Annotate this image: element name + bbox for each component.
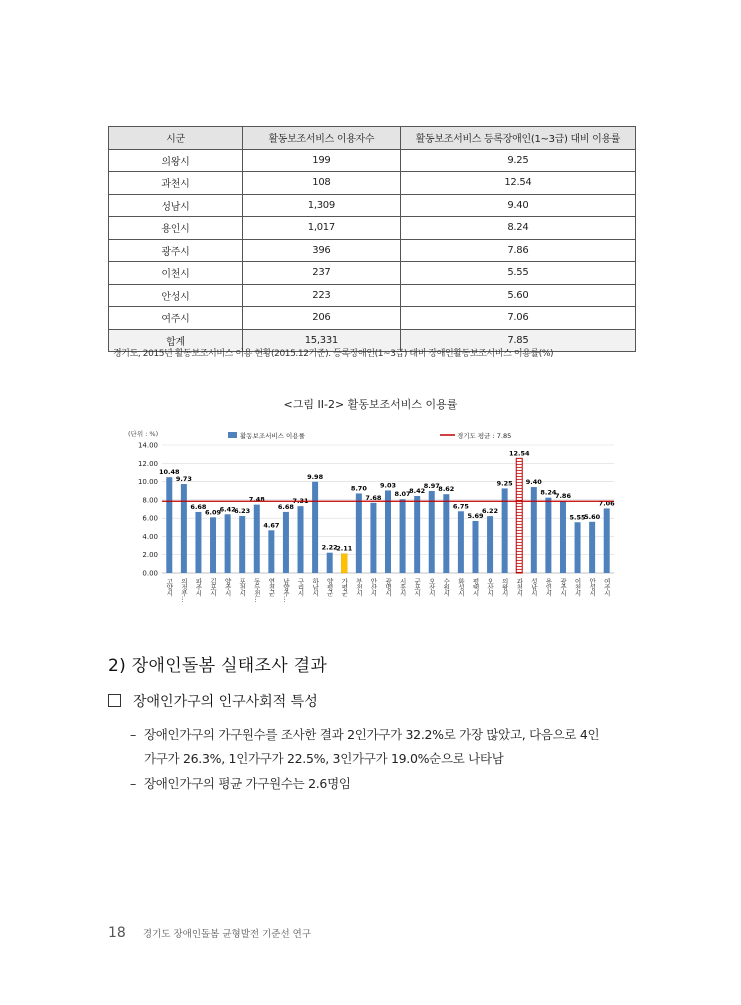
bar xyxy=(545,498,551,573)
data-label: 7.31 xyxy=(292,497,309,506)
cell-users: 1,309 xyxy=(242,194,400,217)
cell-region: 광주시 xyxy=(109,239,243,262)
x-tick-label: 이천시 xyxy=(573,578,582,596)
data-label: 5.55 xyxy=(569,513,586,522)
data-label: 8.24 xyxy=(540,488,557,497)
bar xyxy=(166,477,172,573)
x-tick-label: 의정부… xyxy=(179,578,188,602)
section-heading: 2) 장애인돌봄 실태조사 결과 xyxy=(108,656,328,676)
bar xyxy=(429,491,435,573)
bar xyxy=(385,490,391,573)
cell-region: 성남시 xyxy=(109,194,243,217)
footer-title: 경기도 장애인돌봄 균형발전 기준선 연구 xyxy=(142,929,312,940)
legend-swatch-bar xyxy=(228,432,237,438)
bullet-item xyxy=(130,774,351,792)
x-tick-label: 오산시 xyxy=(427,578,436,596)
dash-bullet-icon: – xyxy=(130,776,136,791)
data-label: 6.22 xyxy=(482,507,499,516)
y-tick-label: 10.00 xyxy=(137,478,158,487)
x-tick-label: 양주시 xyxy=(223,578,232,596)
data-label: 12.54 xyxy=(508,449,530,458)
table-row xyxy=(109,194,636,217)
y-tick-label: 0.00 xyxy=(142,569,158,578)
data-label: 6.75 xyxy=(452,502,469,511)
x-tick-label: 시흥시 xyxy=(398,578,407,596)
cell-rate: 7.06 xyxy=(400,307,635,330)
bar xyxy=(356,493,362,573)
x-tick-label: 연천군 xyxy=(267,578,276,596)
data-label: 9.40 xyxy=(525,478,542,487)
table-row xyxy=(109,149,636,172)
cell-users: 199 xyxy=(242,149,400,172)
x-tick-label: 광명시 xyxy=(384,578,392,596)
legend-label-average: 경기도 평균 : 7.85 xyxy=(457,432,512,440)
cell-users: 15,331 xyxy=(242,329,400,352)
bar xyxy=(604,508,610,573)
cell-rate: 5.60 xyxy=(400,284,635,307)
data-label: 8.42 xyxy=(409,487,426,496)
bar xyxy=(268,530,274,573)
data-label: 7.06 xyxy=(598,499,615,508)
data-label: 6.68 xyxy=(277,502,294,511)
x-tick-label: 오산시 xyxy=(486,578,495,596)
x-tick-label: 수원시 xyxy=(442,578,451,596)
cell-users: 206 xyxy=(242,307,400,330)
cell-rate: 8.24 xyxy=(400,217,635,240)
data-label: 9.25 xyxy=(496,479,513,488)
x-tick-label: 부천시 xyxy=(354,578,363,596)
cell-region: 용인시 xyxy=(109,217,243,240)
subsection-heading xyxy=(108,691,318,711)
cell-users: 396 xyxy=(242,239,400,262)
x-tick-label: 하남시 xyxy=(311,578,320,596)
figure-title: <그림 II-2> 활동보조서비스 이용률 xyxy=(283,398,458,411)
legend-label-series: 활동보조서비스 이용률 xyxy=(240,432,305,440)
y-tick-label: 14.00 xyxy=(137,441,158,450)
header-users: 활동보조서비스 이용자수 xyxy=(242,127,400,150)
cell-rate: 7.85 xyxy=(400,329,635,352)
bar xyxy=(195,512,201,573)
bar xyxy=(327,553,333,573)
bar xyxy=(225,514,231,573)
data-label: 4.67 xyxy=(263,521,280,530)
x-tick-label: 파주시 xyxy=(194,578,203,596)
cell-rate: 12.54 xyxy=(400,172,635,195)
data-label: 7.86 xyxy=(554,492,571,501)
cell-users: 237 xyxy=(242,262,400,285)
x-tick-label: 광주시 xyxy=(558,578,567,596)
cell-region: 여주시 xyxy=(109,307,243,330)
cell-region: 합계 xyxy=(109,329,243,352)
bar xyxy=(239,516,245,573)
unit-label: (단위 : %) xyxy=(128,430,159,438)
data-label: 9.03 xyxy=(379,481,397,490)
bar xyxy=(370,503,376,573)
subsection-heading-text: 장애인가구의 인구사회적 특성 xyxy=(133,694,318,710)
header-rate: 활동보조서비스 등록장애인(1~3급) 대비 이용률 xyxy=(400,127,635,150)
bar xyxy=(575,522,581,573)
cell-region: 의왕시 xyxy=(109,149,243,172)
y-tick-label: 8.00 xyxy=(142,496,158,505)
data-label: 6.23 xyxy=(234,507,251,516)
dash-bullet-icon: – xyxy=(130,727,136,742)
bar xyxy=(254,505,260,573)
bullet-item xyxy=(130,725,599,743)
x-tick-label: 동두천… xyxy=(252,578,261,602)
page-number: 18 xyxy=(108,925,126,941)
x-tick-label: 남양주… xyxy=(281,578,290,602)
cell-rate: 5.55 xyxy=(400,262,635,285)
y-tick-label: 12.00 xyxy=(137,459,158,468)
bar xyxy=(531,487,537,573)
x-tick-label: 안성시 xyxy=(588,578,597,596)
data-label: 9.73 xyxy=(175,475,192,484)
checkbox-square-icon xyxy=(108,694,121,707)
data-label: 5.69 xyxy=(467,511,484,520)
usage-rate-chart xyxy=(110,428,620,614)
bullet-text: 장애인가구의 평균 가구원수는 2.6명임 xyxy=(144,776,351,791)
data-label: 2.11 xyxy=(336,544,353,553)
bar xyxy=(283,512,289,573)
data-label: 9.98 xyxy=(307,472,324,481)
bar xyxy=(443,494,449,573)
x-tick-label: 고양시 xyxy=(165,578,174,596)
table-row xyxy=(109,262,636,285)
bullet-text: 장애인가구의 가구원수를 조사한 결과 2인가구가 32.2%로 가장 많았고, 다음으로 4인 xyxy=(144,727,600,742)
bar xyxy=(487,516,493,573)
bar xyxy=(589,522,595,573)
table-row xyxy=(109,284,636,307)
bar xyxy=(210,517,216,573)
cell-users: 1,017 xyxy=(242,217,400,240)
cell-region: 이천시 xyxy=(109,262,243,285)
data-label: 6.68 xyxy=(190,502,207,511)
data-label: 5.60 xyxy=(584,512,601,521)
x-tick-label: 과천시 xyxy=(515,578,524,596)
x-tick-label: 여주시 xyxy=(602,578,611,596)
data-label: 7.48 xyxy=(248,495,265,504)
page-footer xyxy=(108,922,311,941)
x-tick-label: 용인시 xyxy=(544,578,553,596)
bar xyxy=(472,521,478,573)
x-tick-label: 화성시 xyxy=(456,578,465,596)
bar xyxy=(560,501,566,573)
data-label: 6.42 xyxy=(219,505,236,514)
bullet-continuation: 가구가 26.3%, 1인가구가 22.5%, 3인가구가 19.0%순으로 나타남 xyxy=(144,751,504,766)
y-tick-label: 2.00 xyxy=(142,551,158,560)
x-tick-label: 평택시 xyxy=(471,578,480,596)
cell-rate: 9.40 xyxy=(400,194,635,217)
x-tick-label: 가평군 xyxy=(340,578,349,596)
bar xyxy=(400,499,406,573)
data-label: 7.68 xyxy=(365,493,382,502)
y-tick-label: 6.00 xyxy=(142,514,158,523)
bar xyxy=(414,496,420,573)
table-source-note: 경기도, 2015년 활동보조서비스 이용 현황(2015.12기준). 등록장애인(1~3급) 대비 장애인활동보조서비스 이용률(%) xyxy=(113,349,554,359)
x-tick-label: 안산시 xyxy=(369,578,378,596)
y-tick-label: 4.00 xyxy=(142,532,158,541)
bar xyxy=(341,554,347,573)
x-tick-label: 군포시 xyxy=(413,578,422,596)
data-label: 8.07 xyxy=(394,490,411,499)
bar xyxy=(181,484,187,573)
data-label: 6.09 xyxy=(205,508,222,517)
cell-users: 223 xyxy=(242,284,400,307)
bar xyxy=(312,482,318,573)
x-tick-label: 구리시 xyxy=(296,578,305,596)
cell-region: 안성시 xyxy=(109,284,243,307)
x-tick-label: 성남시 xyxy=(529,578,538,596)
cell-rate: 7.86 xyxy=(400,239,635,262)
data-label: 8.62 xyxy=(438,485,455,494)
cell-rate: 9.25 xyxy=(400,149,635,172)
x-tick-label: 양평군 xyxy=(325,578,334,596)
header-region: 시군 xyxy=(109,127,243,150)
cell-region: 과천시 xyxy=(109,172,243,195)
bar xyxy=(458,511,464,573)
table-row xyxy=(109,217,636,240)
data-label: 2.22 xyxy=(321,543,338,552)
x-tick-label: 포천시 xyxy=(238,578,247,596)
bar xyxy=(298,506,304,573)
table-row xyxy=(109,172,636,195)
table-row xyxy=(109,239,636,262)
cell-users: 108 xyxy=(242,172,400,195)
data-label: 10.48 xyxy=(159,468,180,477)
usage-table xyxy=(108,126,636,352)
data-label: 8.97 xyxy=(423,481,440,490)
table-header-row xyxy=(109,127,636,150)
x-tick-label: 김포시 xyxy=(209,578,218,596)
x-tick-label: 의왕시 xyxy=(500,578,509,596)
table-row xyxy=(109,307,636,330)
data-label: 8.70 xyxy=(350,484,367,493)
